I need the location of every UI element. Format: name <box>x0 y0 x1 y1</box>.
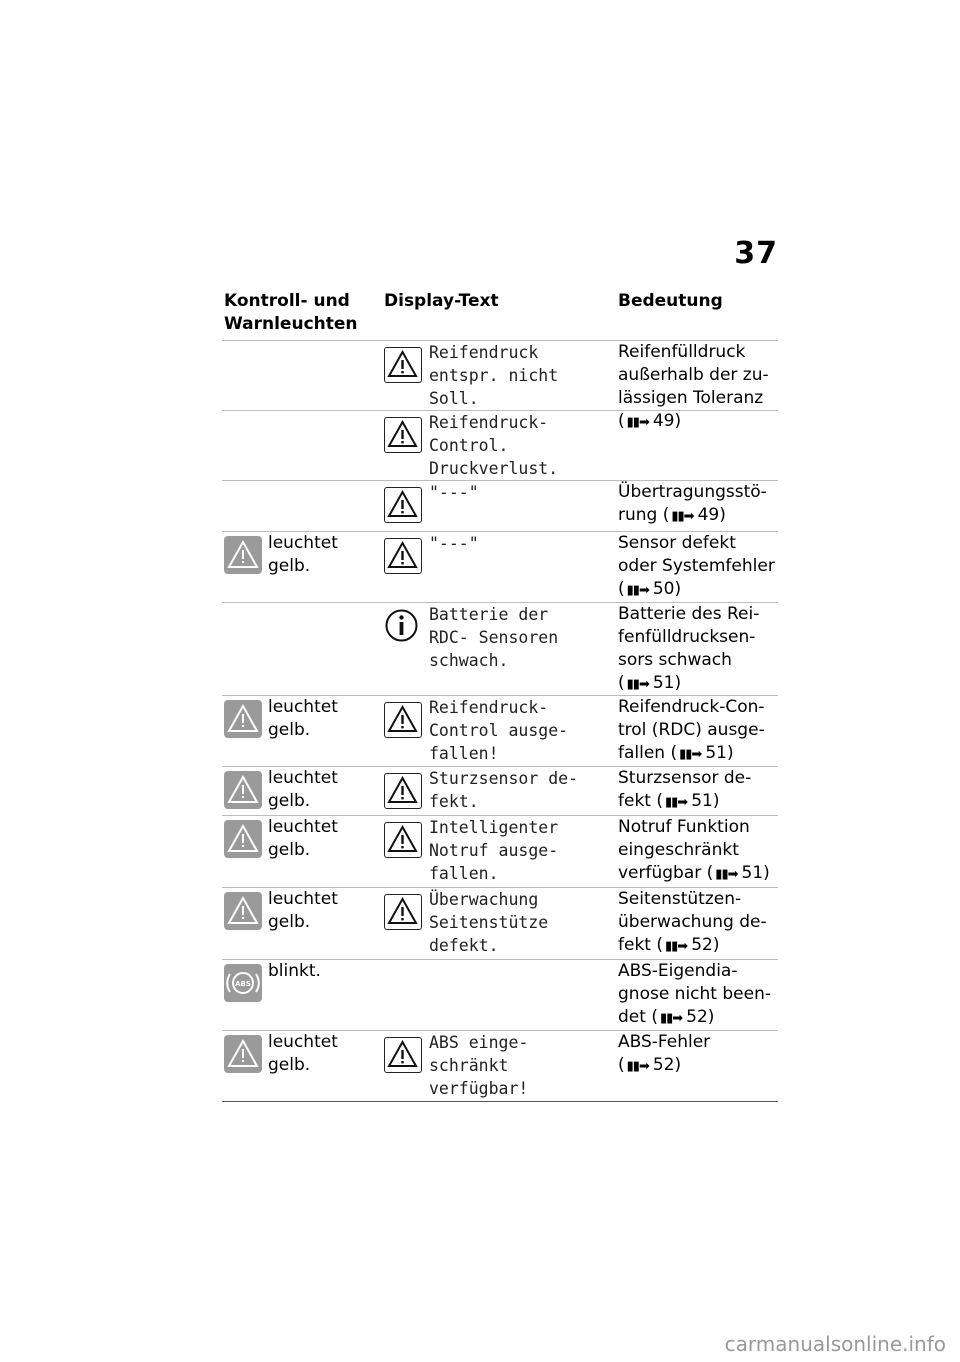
table-row <box>222 815 778 887</box>
warning-lamp-icon <box>224 892 262 930</box>
table-row <box>222 410 778 480</box>
abs-lamp-icon <box>224 964 262 1002</box>
warning-triangle-icon <box>384 1037 422 1073</box>
meaning-text: Sturzsensor defekt ( ▮▮➡ 51) <box>618 768 752 811</box>
reference-arrow-icon: ▮▮➡ <box>626 677 649 692</box>
table-header <box>222 290 778 340</box>
table-row <box>222 959 778 1030</box>
meaning-text: Sensor defekt oder Systemfehler ( ▮▮➡ 50) <box>618 533 775 599</box>
header-meaning: Bedeutung <box>618 291 723 311</box>
info-icon <box>384 609 422 645</box>
lamp-status: leuchtet gelb. <box>268 889 338 932</box>
table-row <box>222 887 778 959</box>
warning-triangle-icon <box>384 894 422 930</box>
display-text: Sturzsensor de- fekt. <box>429 769 579 811</box>
page-number: 37 <box>734 236 778 271</box>
display-text: Batterie der RDC- Sensoren schwach. <box>429 605 559 670</box>
meaning-text: Reifenfülldruck außerhalb der zulässigen Toleranz ( ▮▮➡ 49) <box>618 342 769 431</box>
table-row <box>222 602 778 695</box>
lamp-status: leuchtet gelb. <box>268 768 338 811</box>
warning-lamp-icon <box>224 700 262 738</box>
header-display-text: Display-Text <box>384 291 499 311</box>
display-text: Überwachung Seitenstütze defekt. <box>429 890 549 955</box>
reference-arrow-icon: ▮▮➡ <box>626 415 649 430</box>
warning-triangle-icon <box>384 347 422 383</box>
table-row <box>222 1030 778 1102</box>
meaning-text: Batterie des Reifenfülldrucksensors schwach ( ▮▮➡ 51) <box>618 604 760 693</box>
warning-triangle-icon <box>384 702 422 738</box>
watermark: carmanualsonline.info <box>724 1332 946 1356</box>
warning-triangle-icon <box>384 487 422 523</box>
display-text: ABS einge- schränkt verfügbar! <box>429 1033 529 1098</box>
meaning-text: Notruf Funktion eingeschränkt verfügbar ( ▮▮➡ 51) <box>618 817 770 883</box>
table-row <box>222 695 778 766</box>
meaning-text: Reifendruck-Control (RDC) ausgefallen ( ▮▮➡ 51) <box>618 697 765 763</box>
reference-arrow-icon: ▮▮➡ <box>679 747 702 762</box>
meaning-text: Übertragungsstörung ( ▮▮➡ 49) <box>618 482 767 525</box>
lamp-status: leuchtet gelb. <box>268 1032 338 1075</box>
warning-lamp-icon <box>224 536 262 574</box>
display-text: Intelligenter Notruf ausge- fallen. <box>429 818 559 883</box>
lamp-status: blinkt. <box>268 961 321 981</box>
display-text: "---" <box>429 483 479 502</box>
reference-arrow-icon: ▮▮➡ <box>626 1059 649 1074</box>
lamp-status: leuchtet gelb. <box>268 817 338 860</box>
warning-lamp-icon <box>224 1035 262 1073</box>
reference-arrow-icon: ▮▮➡ <box>665 939 688 954</box>
lamp-status: leuchtet gelb. <box>268 697 338 740</box>
reference-arrow-icon: ▮▮➡ <box>659 1011 683 1026</box>
warning-triangle-icon <box>384 822 422 858</box>
reference-arrow-icon: ▮▮➡ <box>715 867 738 882</box>
warning-triangle-icon <box>384 538 422 574</box>
warning-table <box>222 290 778 1102</box>
meaning-text: ABS-Fehler ( ▮▮➡ 52) <box>618 1032 711 1075</box>
table-row <box>222 480 778 531</box>
reference-arrow-icon: ▮▮➡ <box>665 795 688 810</box>
display-text: "---" <box>429 534 479 553</box>
display-text: Reifendruck- Control ausge- fallen! <box>429 698 569 763</box>
svg-text:ABS: ABS <box>235 980 251 988</box>
reference-arrow-icon: ▮▮➡ <box>626 583 649 598</box>
display-text: Reifendruck- Control. Druckverlust. <box>429 413 559 478</box>
warning-triangle-icon <box>384 773 422 809</box>
table-row <box>222 340 778 431</box>
lamp-status: leuchtet gelb. <box>268 533 338 576</box>
warning-triangle-icon <box>384 417 422 453</box>
meaning-text: ABS-Eigendiagnose nicht beendet ( ▮▮➡ 52) <box>618 961 771 1027</box>
display-text: Reifendruck entspr. nicht Soll. <box>429 343 559 408</box>
reference-arrow-icon: ▮▮➡ <box>671 509 694 524</box>
table-row <box>222 766 778 815</box>
warning-lamp-icon <box>224 820 262 858</box>
table-row <box>222 531 778 602</box>
warning-lamp-icon <box>224 771 262 809</box>
meaning-text: Seitenstützenüberwachung defekt ( ▮▮➡ 52) <box>618 889 767 955</box>
header-warning-lights: Kontroll- und Warnleuchten <box>224 291 358 334</box>
